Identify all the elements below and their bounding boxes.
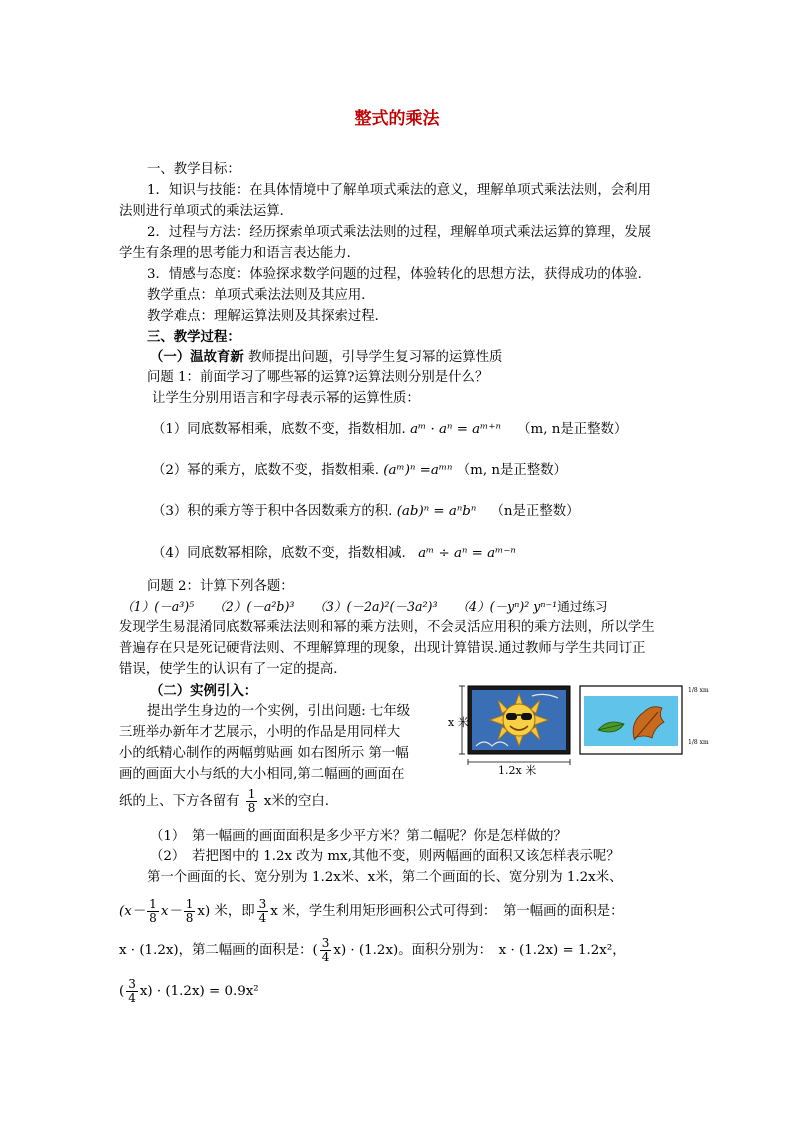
solution-line-1: 第一个画面的长、宽分别为 1.2x米、x米，第二个画面的长、宽分别为 1.2x米、 — [147, 870, 623, 885]
review-heading: （一）温故育新 — [150, 349, 244, 365]
rule-1 — [152, 420, 627, 440]
example-para-3: 小的纸精心制作的两幅剪贴画 如右图所示 第一幅 — [119, 746, 409, 761]
solution-line-2: (x－ $\frac{1}{8}$ x－ $\frac{1}{8}$ x) 米，即 $\frac{3}{4}$ x 米，学生利用矩形画积公式可得到： 第一幅画的面积是： — [119, 897, 624, 925]
rule-4 — [152, 544, 516, 564]
example-para-1: 提出学生身边的一个实例，引出问题: 七年级 — [147, 704, 411, 719]
goal-3: 3．情感与态度：体验探求数学问题的过程，体验转化的思想方法，获得成功的体验． — [147, 267, 651, 282]
question-2: 问题 2：计算下列各题： — [147, 579, 294, 594]
rule-3-formula: (ab)ⁿ = aⁿbⁿ — [396, 504, 477, 519]
rule-2-condition: （m, n是正整数） — [456, 463, 567, 478]
rule-3-text: （3）积的乘方等于积中各因数乘方的积. — [152, 504, 393, 519]
fraction-3-4-b: $\frac{3}{4}$ — [321, 936, 330, 964]
fraction-1-8-a: $\frac{1}{8}$ — [149, 897, 157, 925]
goal-1-line-1: 1．知识与技能：在具体情境中了解单项式乘法的意义，理解单项式乘法法则，会利用 — [147, 183, 651, 198]
review-line — [150, 347, 502, 368]
rule-2-text: （2）幂的乘方，底数不变，指数相乘. — [152, 463, 380, 478]
process-heading: 三、教学过程： — [147, 329, 241, 345]
question-2-para-2: 普遍存在只是死记硬背法则、不理解算理的现象，出现计算错误.通过教师与学生共同订正 — [119, 641, 646, 656]
fraction-3-4-a: $\frac{3}{4}$ — [258, 897, 267, 925]
example-para-2: 三班举办新年才艺展示，小明的作品是用同样大 — [119, 725, 401, 740]
sun-picture — [468, 686, 570, 754]
rule-3 — [152, 502, 580, 522]
goal-2-line-2: 学生有条理的思考能力和语言表达能力． — [119, 246, 361, 261]
rule-4-text: （4）同底数幂相除，底数不变，指数相减. — [152, 546, 406, 561]
difficult-point: 教学难点：理解运算法则及其探索过程． — [147, 309, 389, 324]
rule-4-formula: aᵐ ÷ aⁿ = aᵐ⁻ⁿ — [418, 546, 516, 561]
height-label: x 米 — [448, 716, 469, 729]
solution-line-3: x · (1.2x)，第二幅画的面积是：( $\frac{3}{4}$ x) · (1.2x)。面积分别为： x · (1.2x) = 1.2x²， — [119, 936, 626, 964]
question-2-para-1: 发现学生易混淆同底数幂乘法法则和幂的乘方法则，不会灵活应用积的乘方法则，所以学生 — [119, 620, 655, 635]
paper-cut-figure — [448, 682, 710, 778]
goals-heading: 一、教学目标： — [147, 162, 241, 177]
question-1: 问题 1：前面学习了哪些幂的运算?运算法则分别是什么？ — [147, 370, 489, 385]
width-label: 1.2x 米 — [498, 764, 537, 777]
key-point: 教学重点：单项式乘法法则及其应用． — [147, 288, 375, 303]
bottom-margin-label: 1/8 xm — [688, 739, 709, 746]
example-para-4: 画的画面大小与纸的大小相同,第二幅画的画面在 — [119, 767, 405, 782]
sub-question-1: （1） 第一幅画的画面面积是多少平方米？第二幅呢？你是怎样做的？ — [150, 829, 567, 844]
rule-2-formula: (aᵐ)ⁿ =aᵐⁿ — [383, 463, 453, 478]
question-1-note: 让学生分别用语言和字母表示幂的运算性质： — [152, 391, 420, 406]
question-2-para-3: 错误，使学生的认识有了一定的提高. — [119, 662, 338, 677]
example-para-5 — [119, 788, 329, 815]
example-para-5-a: 纸的上、下方各留有 — [119, 794, 240, 809]
leaves-picture — [580, 686, 682, 754]
rule-2 — [152, 461, 567, 481]
goal-2-line-1: 2．过程与方法：经历探索单项式乘法法则的过程，理解单项式乘法运算的算理，发展 — [147, 225, 651, 240]
fraction-3-4-c: $\frac{3}{4}$ — [128, 977, 136, 1005]
fraction-one-eighth: $\frac{1}{8}$ — [247, 787, 256, 815]
rule-1-condition: （m, n是正整数） — [517, 422, 628, 437]
top-margin-label: 1/8 xm — [688, 687, 709, 694]
question-2-items — [121, 597, 608, 617]
solution-line-4: ( $\frac{3}{4}$ x) · (1.2x) = 0.9x² — [119, 977, 259, 1005]
example-heading: （二）实例引入： — [150, 683, 258, 699]
rule-1-text: （1）同底数幂相乘，底数不变，指数相加. — [152, 422, 406, 437]
question-2-exercises: （1）(－a³)⁵ （2）(－a²b)³ （3）(－2a)²(－3a²)³ （4）(－yⁿ)² yⁿ⁻¹ — [121, 599, 558, 614]
question-2-tail: 通过练习 — [557, 599, 608, 614]
fraction-1-8-b: $\frac{1}{8}$ — [185, 897, 194, 925]
sub-question-2: （2） 若把图中的 1.2x 改为 mx,其他不变，则两幅画的面积又该怎样表示呢？ — [150, 849, 620, 864]
rule-1-formula: aᵐ · aⁿ = aᵐ⁺ⁿ — [410, 422, 501, 437]
example-para-5-b: x米的空白. — [263, 794, 330, 809]
review-text: 教师提出问题，引导学生复习幂的运算性质 — [248, 350, 503, 365]
goal-1-line-2: 法则进行单项式的乘法运算． — [119, 204, 294, 219]
page-title: 整式的乘法 — [354, 109, 440, 129]
rule-3-condition: （n是正整数） — [490, 504, 580, 519]
